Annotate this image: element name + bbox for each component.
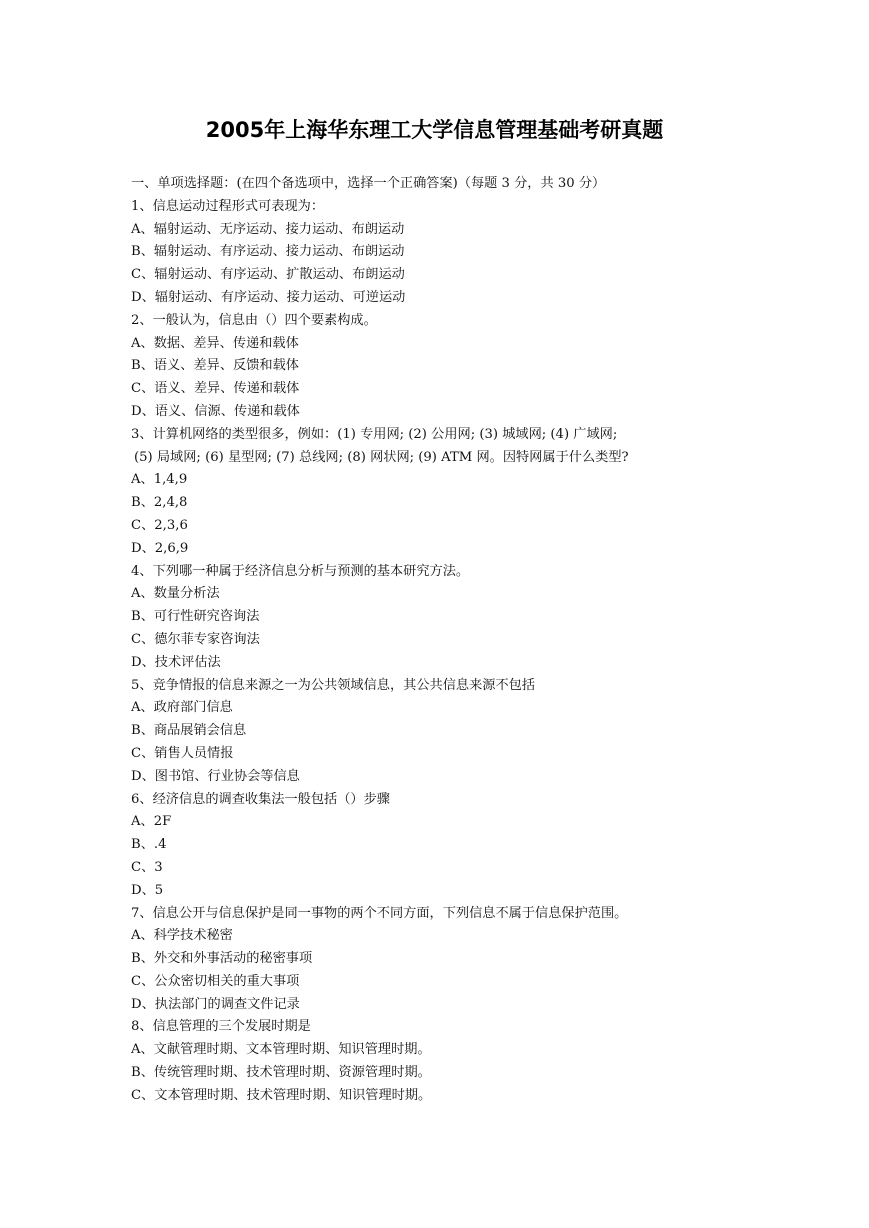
document-line: 2、一般认为，信息由（）四个要素构成。 [131, 312, 377, 328]
document-line: C、文本管理时期、技术管理时期、知识管理时期。 [131, 1087, 432, 1103]
document-line: C、辐射运动、有序运动、扩散运动、布朗运动 [131, 267, 405, 283]
document-line: 一、单项选择题：(在四个备选项中，选择一个正确答案)（每题 3 分，共 30 分） [131, 176, 606, 191]
document-line: (5) 局域网; (6) 星型网; (7) 总线网; (8) 网状网; (9) ATM 网。因特网属于什么类型? [134, 449, 629, 465]
document-line: D、技术评估法 [131, 654, 221, 670]
document-line: A、文献管理时期、文本管理时期、知识管理时期。 [131, 1042, 431, 1058]
document-line: D、执法部门的调查文件记录 [131, 996, 300, 1012]
document-line: D、辐射运动、有序运动、接力运动、可逆运动 [131, 289, 406, 305]
document-line: C、语义、差异、传递和载体 [131, 381, 300, 397]
document-line: C、3 [131, 859, 163, 875]
document-body [131, 173, 741, 1108]
document-line: A、辐射运动、无序运动、接力运动、布朗运动 [131, 221, 405, 237]
document-line: C、2,3,6 [131, 517, 188, 533]
document-line: B、.4 [131, 837, 167, 853]
document-line: B、商品展销会信息 [131, 723, 247, 739]
document-line: B、语义、差异、反馈和载体 [131, 358, 299, 374]
document-line: 3、计算机网络的类型很多，例如：(1) 专用网; (2) 公用网; (3) 城域网; (4) 广域网; [131, 426, 618, 442]
document-line: A、政府部门信息 [131, 700, 233, 716]
document-line: 1、信息运动过程形式可表现为： [131, 198, 325, 214]
document-line: 5、竞争情报的信息来源之一为公共领域信息，其公共信息来源不包括 [131, 677, 536, 693]
document-line: 7、信息公开与信息保护是同一事物的两个不同方面，下列信息不属于信息保护范围。 [131, 905, 628, 921]
document-line: B、2,4,8 [131, 495, 188, 511]
document-line: C、德尔菲专家咨询法 [131, 631, 260, 647]
document-line: D、2,6,9 [131, 540, 189, 556]
document-line: A、2F [131, 814, 172, 830]
document-title: 2005年上海华东理工大学信息管理基础考研真题 [205, 118, 664, 142]
document-line: A、数量分析法 [131, 586, 220, 602]
document-line: B、外交和外事活动的秘密事项 [131, 951, 313, 967]
document-line: A、科学技术秘密 [131, 928, 233, 944]
document-line: B、可行性研究咨询法 [131, 609, 260, 625]
document-line: A、1,4,9 [131, 472, 188, 488]
document-line: C、销售人员情报 [131, 745, 234, 761]
document-line: B、辐射运动、有序运动、接力运动、布朗运动 [131, 244, 405, 260]
document-line: D、图书馆、行业协会等信息 [131, 768, 300, 784]
document-line: B、传统管理时期、技术管理时期、资源管理时期。 [131, 1065, 431, 1081]
document-line: D、5 [131, 882, 164, 898]
document-line: D、语义、信源、传递和载体 [131, 403, 300, 419]
document-line: 4、下列哪一种属于经济信息分析与预测的基本研究方法。 [131, 563, 470, 579]
document-line: A、数据、差异、传递和载体 [131, 335, 299, 351]
document-line: 8、信息管理的三个发展时期是 [131, 1019, 311, 1035]
document-line: C、公众密切相关的重大事项 [131, 973, 300, 989]
document-line: 6、经济信息的调查收集法一般包括（）步骤 [131, 791, 390, 807]
